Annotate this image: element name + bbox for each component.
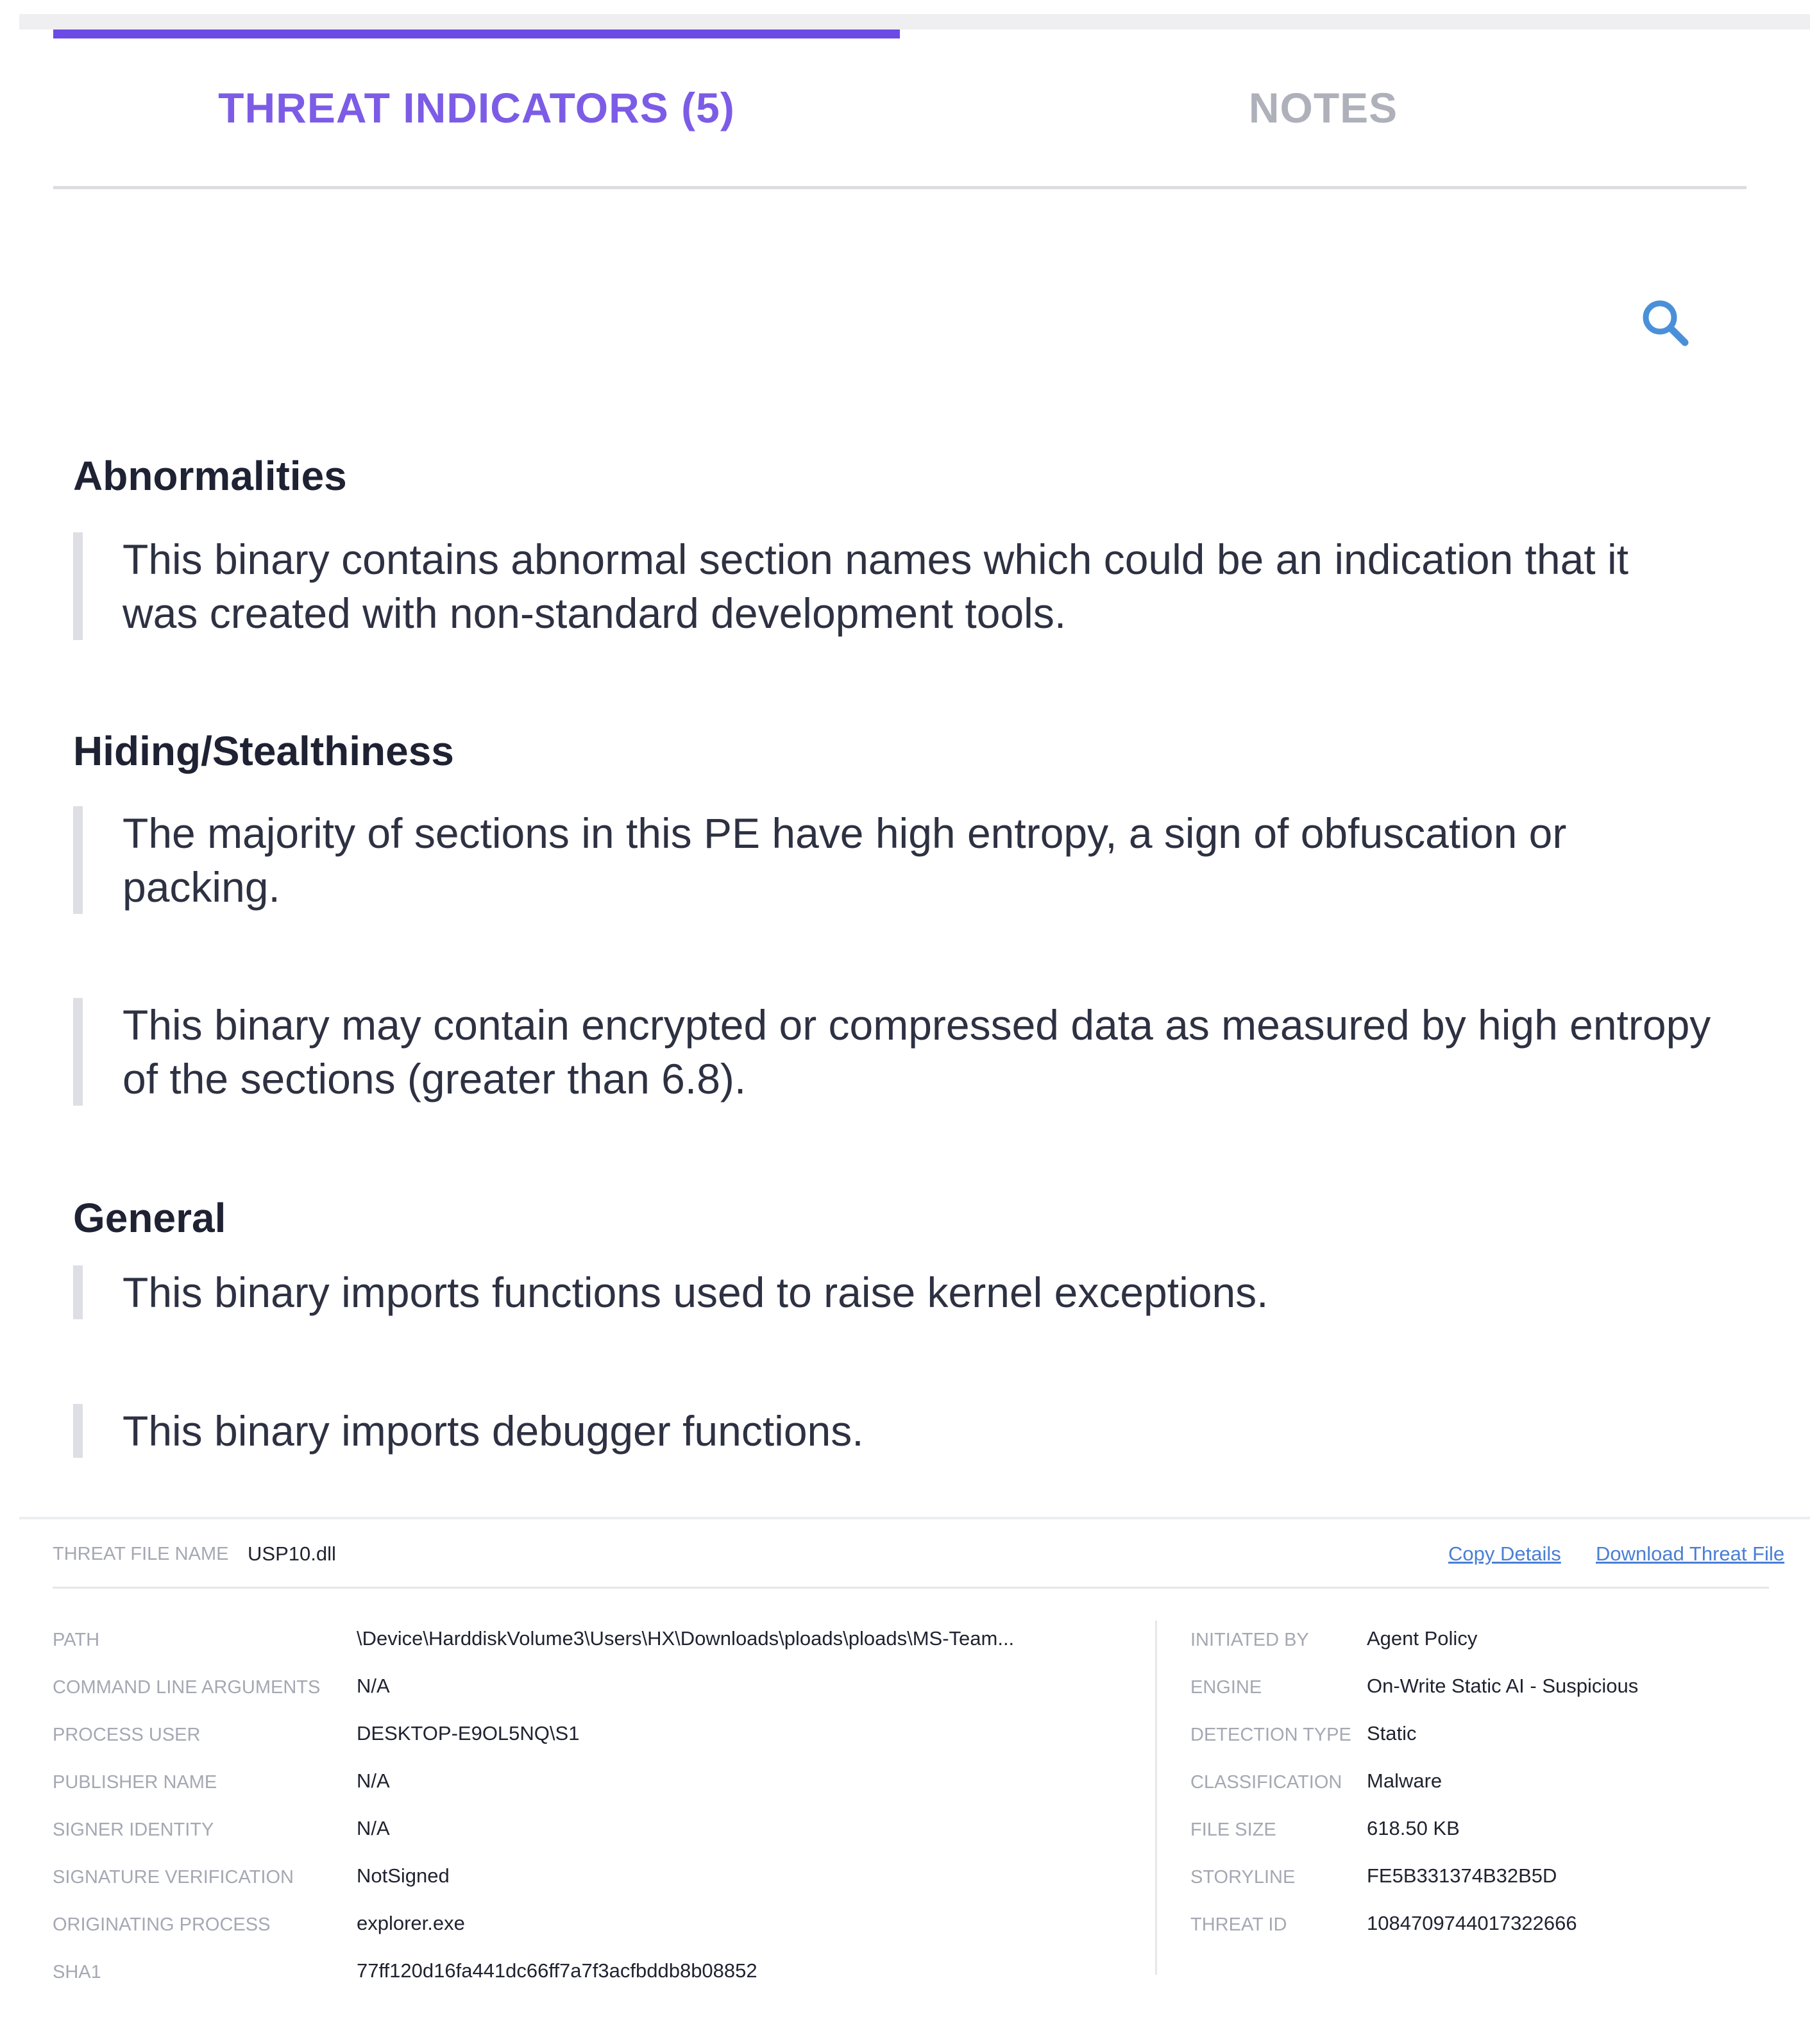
- detail-label: PATH: [53, 1630, 100, 1650]
- tab-notes[interactable]: NOTES: [1248, 84, 1398, 131]
- detail-value: N/A: [357, 1769, 390, 1792]
- panel-top-strip: [19, 14, 1810, 30]
- threat-details-panel: [19, 1517, 1810, 2044]
- detail-value: Agent Policy: [1367, 1627, 1478, 1650]
- detail-label: ORIGINATING PROCESS: [53, 1914, 271, 1935]
- column-divider: [1155, 1621, 1157, 1975]
- indicator-item: The majority of sections in this PE have high entropy, a sign of obfuscation or packing.: [73, 806, 1715, 914]
- category-title-hiding-stealthiness: Hiding/Stealthiness: [73, 728, 454, 774]
- detail-label: PROCESS USER: [53, 1725, 201, 1745]
- detail-value: 1084709744017322666: [1367, 1912, 1577, 1934]
- detail-value: N/A: [357, 1817, 390, 1839]
- detail-label: DETECTION TYPE: [1190, 1725, 1351, 1745]
- detail-value: DESKTOP-E9OL5NQ\S1: [357, 1722, 580, 1744]
- detail-value: N/A: [357, 1675, 390, 1697]
- indicator-item: This binary contains abnormal section names which could be an indication that it was created with non-standard development tools.: [73, 532, 1715, 640]
- detail-label: CLASSIFICATION: [1190, 1772, 1342, 1793]
- detail-value: On-Write Static AI - Suspicious: [1367, 1675, 1639, 1697]
- detail-label: SHA1: [53, 1962, 101, 1982]
- detail-label: ENGINE: [1190, 1677, 1262, 1698]
- detail-value: 77ff120d16fa441dc66ff7a7f3acfbddb8b08852: [357, 1959, 757, 1982]
- tab-bar: [53, 30, 1747, 189]
- detail-label: STORYLINE: [1190, 1867, 1296, 1888]
- detail-label: COMMAND LINE ARGUMENTS: [53, 1677, 321, 1698]
- tab-threat-indicators[interactable]: THREAT INDICATORS (5): [218, 84, 735, 131]
- detail-value: explorer.exe: [357, 1912, 465, 1934]
- indicator-item: This binary imports debugger functions.: [73, 1404, 1715, 1458]
- detail-label: FILE SIZE: [1190, 1820, 1276, 1840]
- indicator-item: This binary imports functions used to raise kernel exceptions.: [73, 1265, 1715, 1319]
- detail-value: FE5B331374B32B5D: [1367, 1864, 1557, 1887]
- detail-label: SIGNER IDENTITY: [53, 1820, 214, 1840]
- detail-value: Static: [1367, 1722, 1417, 1744]
- threat-file-name-value: USP10.dll: [248, 1542, 336, 1565]
- category-title-general: General: [73, 1195, 226, 1241]
- detail-value: 618.50 KB: [1367, 1817, 1460, 1839]
- detail-label: PUBLISHER NAME: [53, 1772, 217, 1793]
- threat-file-name-label: THREAT FILE NAME: [53, 1544, 229, 1564]
- detail-label: THREAT ID: [1190, 1914, 1287, 1935]
- indicator-item: This binary may contain encrypted or compressed data as measured by high entropy of the sections (greater than 6.8).: [73, 998, 1715, 1106]
- copy-details-link[interactable]: Copy Details: [1448, 1542, 1561, 1565]
- download-threat-file-link[interactable]: Download Threat File: [1596, 1542, 1785, 1565]
- category-title-abnormalities: Abnormalities: [73, 453, 347, 499]
- detail-label: INITIATED BY: [1190, 1630, 1309, 1650]
- detail-label: SIGNATURE VERIFICATION: [53, 1867, 294, 1888]
- threat-file-row: [53, 1519, 1785, 1589]
- detail-value: NotSigned: [357, 1864, 450, 1887]
- search-icon[interactable]: [1639, 296, 1690, 348]
- detail-value: Malware: [1367, 1769, 1442, 1792]
- detail-value: \Device\HarddiskVolume3\Users\HX\Downloads\ploads\ploads\MS-Team...: [357, 1627, 1015, 1650]
